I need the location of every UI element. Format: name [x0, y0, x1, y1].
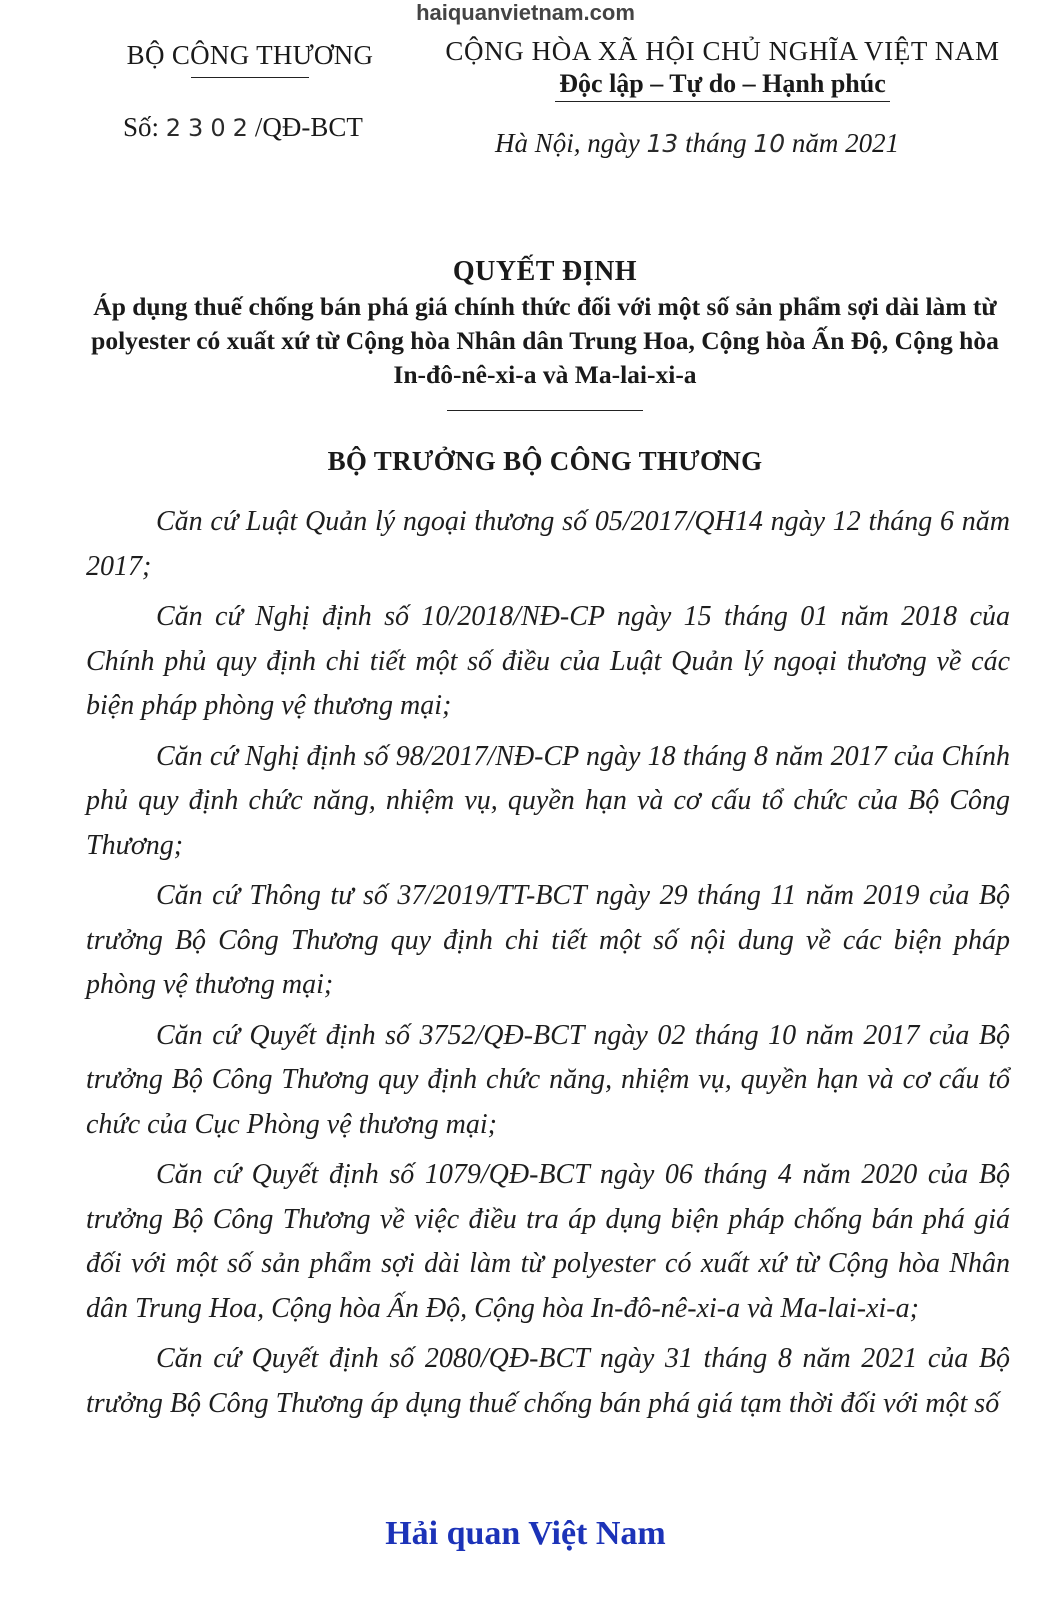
decision-title: QUYẾT ĐỊNH: [452, 256, 638, 287]
ministry-underline: [191, 77, 309, 78]
decision-heading: [70, 256, 1020, 411]
title-divider: [447, 410, 643, 411]
legal-basis-paragraph: Căn cứ Nghị định số 98/2017/NĐ-CP ngày 18 tháng 8 năm 2017 của Chính phủ quy định chức năng, nhiệm vụ, quyền hạn và cơ cấu tổ chức của Bộ Công Thương;: [86, 740, 1010, 861]
day-handwritten: 13: [646, 129, 679, 158]
decision-subtitle: Áp dụng thuế chống bán phá giá chính thức đối với một số sản phẩm sợi dài làm từ polyester có xuất xứ từ Cộng hòa Nhân dân Trung Hoa, Cộng hòa Ấn Độ, Cộng hòa In-đô-nê-xi-a và Ma-lai-xi-a: [91, 292, 999, 389]
legal-basis-paragraph: Căn cứ Nghị định số 10/2018/NĐ-CP ngày 15 tháng 01 năm 2018 của Chính phủ quy định chi tiết một số điều của Luật Quản lý ngoại thương về các biện pháp phòng vệ thương mại;: [86, 601, 1010, 721]
legal-basis-paragraph: Căn cứ Quyết định số 1079/QĐ-BCT ngày 06 tháng 4 năm 2020 của Bộ trưởng Bộ Công Thương về việc điều tra áp dụng biện pháp chống bán phá giá đối với một số sản phẩm sợi dài làm từ polyester có xuất xứ từ Cộng hòa Nhân dân Trung Hoa, Cộng hòa Ấn Độ, Cộng hòa In-đô-nê-xi-a và Ma-lai-xi-a;: [86, 1159, 1010, 1324]
country-name: CỘNG HÒA XÃ HỘI CHỦ NGHĨA VIỆT NAM: [445, 36, 1000, 66]
number-prefix: Số:: [123, 112, 160, 142]
number-suffix: /QĐ-BCT: [254, 112, 363, 142]
legal-basis-paragraph: Căn cứ Thông tư số 37/2019/TT-BCT ngày 29 tháng 11 năm 2019 của Bộ trưởng Bộ Công Thương quy định chi tiết một số nội dung về các biện pháp phòng vệ thương mại;: [86, 880, 1010, 1000]
national-title-block: [430, 36, 1015, 102]
year-label: năm 2021: [791, 128, 900, 158]
place-date: [495, 128, 965, 159]
watermark-bottom: Hải quan Việt Nam: [385, 1515, 666, 1552]
watermark-top: haiquanvietnam.com: [416, 0, 635, 25]
national-motto: Độc lập – Tự do – Hạnh phúc: [555, 69, 890, 102]
ministry-name: BỘ CÔNG THƯƠNG: [126, 40, 374, 70]
month-handwritten: 10: [753, 129, 786, 158]
month-label: tháng: [685, 128, 747, 158]
issuing-agency-block: [100, 40, 400, 143]
legal-basis-paragraph: Căn cứ Quyết định số 2080/QĐ-BCT ngày 31 tháng 8 năm 2021 của Bộ trưởng Bộ Công Thương áp dụng thuế chống bán phá giá tạm thời đối với một số: [86, 1343, 1010, 1419]
document-number: [100, 112, 400, 143]
legal-basis-paragraph: Căn cứ Luật Quản lý ngoại thương số 05/2017/QH14 ngày 12 tháng 6 năm 2017;: [86, 506, 1010, 582]
number-handwritten: 2302: [165, 114, 255, 142]
legal-basis-paragraph: Căn cứ Quyết định số 3752/QĐ-BCT ngày 02 tháng 10 năm 2017 của Bộ trưởng Bộ Công Thương quy định chức năng, nhiệm vụ, quyền hạn và cơ cấu tổ chức của Cục Phòng vệ thương mại;: [86, 1019, 1010, 1140]
issuer-title: BỘ TRƯỞNG BỘ CÔNG THƯƠNG: [327, 446, 763, 476]
place-label: Hà Nội, ngày: [495, 128, 640, 158]
legal-bases: [86, 500, 1010, 1432]
